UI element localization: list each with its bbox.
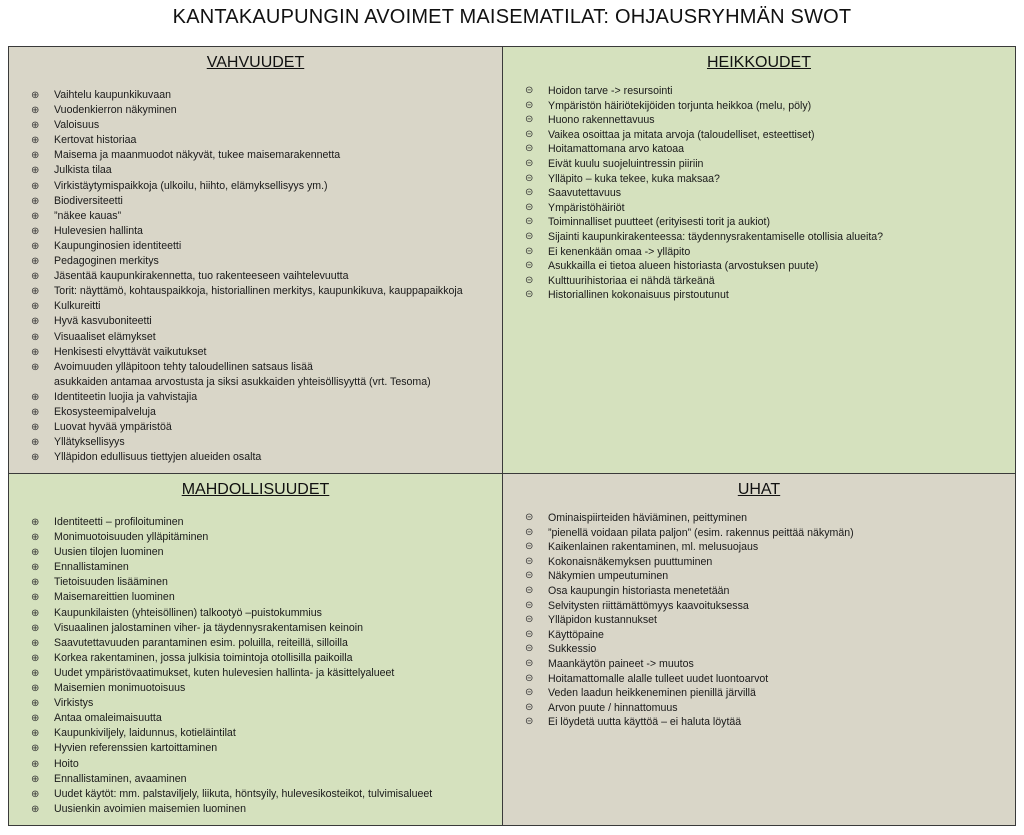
circle-minus-icon: ⊝ <box>525 716 534 728</box>
list-item-text: Osa kaupungin historiasta menetetään <box>548 584 730 597</box>
weaknesses-heading: HEIKKOUDET <box>706 54 811 71</box>
circle-plus-icon: ⊕ <box>31 150 40 162</box>
circle-minus-icon: ⊝ <box>525 657 534 669</box>
list-item-text: Tietoisuuden lisääminen <box>54 576 168 589</box>
circle-plus-icon: ⊕ <box>31 743 40 755</box>
list-item-text: Visuaalinen jalostaminen viher- ja täydennysrakentamisen keinoin <box>54 621 363 634</box>
circle-plus-icon: ⊕ <box>31 728 40 740</box>
circle-plus-icon: ⊕ <box>31 592 40 604</box>
circle-minus-icon: ⊝ <box>525 157 534 169</box>
circle-minus-icon: ⊝ <box>525 201 534 213</box>
list-item-text: Kulttuurihistoriaa ei nähdä tärkeänä <box>548 274 715 287</box>
list-item-text: Ei löydetä uutta käyttöä – ei haluta löytää <box>548 716 742 729</box>
circle-plus-icon: ⊕ <box>31 607 40 619</box>
circle-minus-icon: ⊝ <box>525 599 534 611</box>
list-item <box>525 157 1015 172</box>
list-item <box>31 515 502 530</box>
list-item <box>525 511 1015 526</box>
list-item-text: Arvon puute / hinnattomuus <box>548 701 678 714</box>
list-item <box>31 405 502 420</box>
list-item <box>525 215 1015 230</box>
circle-plus-icon: ⊕ <box>31 652 40 664</box>
list-item <box>31 360 502 390</box>
circle-minus-icon: ⊝ <box>525 216 534 228</box>
list-item <box>31 621 502 636</box>
list-item <box>525 172 1015 187</box>
circle-minus-icon: ⊝ <box>525 687 534 699</box>
circle-minus-icon: ⊝ <box>525 584 534 596</box>
list-item <box>31 330 502 345</box>
opportunities-heading: MAHDOLLISUUDET <box>181 481 330 498</box>
list-item-text: Näkymien umpeutuminen <box>548 570 669 583</box>
circle-plus-icon: ⊕ <box>31 331 40 343</box>
list-item <box>31 726 502 741</box>
circle-plus-icon: ⊕ <box>31 637 40 649</box>
list-item-text: Käyttöpaine <box>548 628 604 641</box>
list-item <box>31 666 502 681</box>
circle-plus-icon: ⊕ <box>31 180 40 192</box>
list-item <box>31 560 502 575</box>
circle-plus-icon: ⊕ <box>31 713 40 725</box>
list-item <box>31 530 502 545</box>
list-item <box>525 613 1015 628</box>
circle-plus-icon: ⊕ <box>31 105 40 117</box>
list-item-text: Ennallistaminen <box>54 561 129 574</box>
list-item-text: ”näkee kauas” <box>54 209 122 222</box>
list-item <box>525 628 1015 643</box>
list-item-text: Vaihtelu kaupunkikuvaan <box>54 89 172 101</box>
list-item <box>31 224 502 239</box>
list-item-text: Ylläpidon kustannukset <box>548 614 657 627</box>
list-item-text: Antaa omaleimaisuutta <box>54 712 162 725</box>
opportunities-list <box>31 515 502 817</box>
circle-minus-icon: ⊝ <box>525 512 534 523</box>
list-item <box>31 284 502 299</box>
list-item <box>31 435 502 450</box>
list-item-text: Hoidon tarve -> resursointi <box>548 85 673 97</box>
list-item <box>31 299 502 314</box>
list-item <box>31 163 502 178</box>
list-item-text: Ennallistaminen, avaaminen <box>54 772 187 785</box>
list-item-text: Uudet ympäristövaatimukset, kuten hulevesien hallinta- ja käsittelyalueet <box>54 666 395 679</box>
list-item <box>31 450 502 465</box>
list-item <box>31 133 502 148</box>
list-item-text: Hoitamattomalle alalle tulleet uudet luontoarvot <box>548 672 769 685</box>
circle-minus-icon: ⊝ <box>525 555 534 567</box>
list-item <box>525 526 1015 541</box>
circle-minus-icon: ⊝ <box>525 187 534 199</box>
list-item-text: Visuaaliset elämykset <box>54 330 156 343</box>
list-item <box>525 259 1015 274</box>
circle-plus-icon: ⊕ <box>31 240 40 252</box>
circle-plus-icon: ⊕ <box>31 758 40 770</box>
circle-plus-icon: ⊕ <box>31 562 40 574</box>
list-item-text: Hyvien referenssien kartoittaminen <box>54 742 218 755</box>
list-item <box>525 715 1015 730</box>
circle-plus-icon: ⊕ <box>31 622 40 634</box>
circle-minus-icon: ⊝ <box>525 643 534 655</box>
circle-plus-icon: ⊕ <box>31 286 40 298</box>
list-item-text: Virkistäytymispaikkoja (ulkoilu, hiihto, elämyksellisyys ym.) <box>54 179 328 192</box>
list-item <box>525 128 1015 143</box>
list-item-text: Vuodenkierron näkyminen <box>54 104 177 117</box>
circle-plus-icon: ⊕ <box>31 120 40 132</box>
weaknesses-list <box>525 84 1015 303</box>
list-item <box>525 657 1015 672</box>
list-item-text: Uudet käytöt: mm. palstaviljely, liikuta, höntsyily, hulevesikosteikot, tulvimisalueet <box>54 787 433 800</box>
circle-minus-icon: ⊝ <box>525 614 534 626</box>
list-item-text: Kertovat historiaa <box>54 134 137 147</box>
circle-minus-icon: ⊝ <box>525 541 534 553</box>
list-item <box>31 545 502 560</box>
circle-minus-icon: ⊝ <box>525 143 534 155</box>
circle-minus-icon: ⊝ <box>525 701 534 713</box>
list-item-text: Maisemien monimuotoisuus <box>54 682 186 695</box>
list-item-text: Maisemareittien luominen <box>54 591 175 604</box>
list-item-text: Pedagoginen merkitys <box>54 255 159 268</box>
list-item-text: Julkista tilaa <box>54 164 112 177</box>
list-item-text: Ominaispiirteiden häviäminen, peittyminen <box>548 512 748 524</box>
list-item <box>31 420 502 435</box>
list-item <box>31 575 502 590</box>
list-item-text: Henkisesti elvyttävät vaikutukset <box>54 345 207 358</box>
circle-minus-icon: ⊝ <box>525 570 534 582</box>
list-item-text: Hoito <box>54 757 79 770</box>
list-item-text: Kaupunginosien identiteetti <box>54 239 182 252</box>
list-item <box>31 103 502 118</box>
list-item <box>31 345 502 360</box>
circle-minus-icon: ⊝ <box>525 85 534 96</box>
circle-plus-icon: ⊕ <box>31 195 40 207</box>
list-item-text: Uusienkin avoimien maisemien luominen <box>54 802 246 815</box>
circle-minus-icon: ⊝ <box>525 172 534 184</box>
circle-minus-icon: ⊝ <box>525 289 534 301</box>
circle-minus-icon: ⊝ <box>525 526 534 538</box>
list-item <box>31 696 502 711</box>
list-item <box>31 254 502 269</box>
list-item <box>525 245 1015 260</box>
threats-list <box>525 511 1015 730</box>
list-item <box>525 186 1015 201</box>
list-item <box>525 113 1015 128</box>
list-item-text: Hoitamattomana arvo katoaa <box>548 143 685 156</box>
list-item-text: Toiminnalliset puutteet (erityisesti torit ja aukiot) <box>548 216 770 229</box>
circle-plus-icon: ⊕ <box>31 683 40 695</box>
list-item-text: Monimuotoisuuden ylläpitäminen <box>54 531 209 544</box>
list-item-text: Selvitysten riittämättömyys kaavoituksessa <box>548 599 749 612</box>
list-item-text: Hulevesien hallinta <box>54 224 143 237</box>
list-item-text: Huono rakennettavuus <box>548 114 655 127</box>
list-item-text: Avoimuuden ylläpitoon tehty taloudellinen satsaus lisää asukkaiden antamaa arvostusta ja siksi asukkaiden yhteisöllisyyttä (vrt. Tesoma) <box>54 360 431 388</box>
list-item-text: Kaikenlainen rakentaminen, ml. melusuojaus <box>548 541 759 554</box>
list-item <box>31 118 502 133</box>
list-item-text: Sukkessio <box>548 643 597 656</box>
list-item <box>31 148 502 163</box>
strengths-list <box>31 88 502 465</box>
list-item <box>31 590 502 605</box>
circle-plus-icon: ⊕ <box>31 225 40 237</box>
list-item-text: Ei kenenkään omaa -> ylläpito <box>548 245 691 258</box>
list-item-text: Ympäristön häiriötekijöiden torjunta heikkoa (melu, pöly) <box>548 99 812 112</box>
list-item-text: Jäsentää kaupunkirakennetta, tuo rakenteeseen vaihtelevuutta <box>54 270 349 283</box>
circle-minus-icon: ⊝ <box>525 260 534 272</box>
circle-plus-icon: ⊕ <box>31 547 40 559</box>
circle-plus-icon: ⊕ <box>31 90 40 101</box>
list-item-text: Uusien tilojen luominen <box>54 546 164 559</box>
list-item-text: Sijainti kaupunkirakenteessa: täydennysrakentamiselle otollisia alueita? <box>548 230 884 243</box>
swot-grid <box>8 46 1016 826</box>
list-item <box>525 569 1015 584</box>
list-item <box>31 757 502 772</box>
list-item-text: Ekosysteemipalveluja <box>54 405 156 418</box>
circle-plus-icon: ⊕ <box>31 773 40 785</box>
strengths-heading: VAHVUUDET <box>206 54 305 71</box>
circle-minus-icon: ⊝ <box>525 99 534 111</box>
list-item <box>31 636 502 651</box>
list-item <box>31 802 502 817</box>
list-item-text: Vaikea osoittaa ja mitata arvoja (taloudelliset, esteettiset) <box>548 128 815 141</box>
list-item <box>525 686 1015 701</box>
circle-plus-icon: ⊕ <box>31 532 40 544</box>
list-item <box>525 274 1015 289</box>
list-item <box>31 209 502 224</box>
list-item-text: Luovat hyvää ympäristöä <box>54 421 172 434</box>
list-item-text: Saavutettavuuden parantaminen esim. poluilla, reiteillä, silloilla <box>54 636 348 649</box>
circle-plus-icon: ⊕ <box>31 301 40 313</box>
circle-plus-icon: ⊕ <box>31 346 40 358</box>
circle-plus-icon: ⊕ <box>31 437 40 449</box>
list-item <box>31 772 502 787</box>
circle-minus-icon: ⊝ <box>525 274 534 286</box>
list-item-text: Ylläpidon edullisuus tiettyjen alueiden osalta <box>54 451 262 464</box>
opportunities-quadrant <box>9 474 503 825</box>
list-item <box>31 239 502 254</box>
circle-plus-icon: ⊕ <box>31 577 40 589</box>
list-item-text: Veden laadun heikkeneminen pienillä järvillä <box>548 687 756 700</box>
circle-minus-icon: ⊝ <box>525 628 534 640</box>
list-item-text: Kulkureitti <box>54 300 101 313</box>
circle-plus-icon: ⊕ <box>31 256 40 268</box>
circle-plus-icon: ⊕ <box>31 165 40 177</box>
list-item-text: Torit: näyttämö, kohtauspaikkoja, historiallinen merkitys, kaupunkikuva, kauppapaikkoja <box>54 285 463 298</box>
list-item <box>31 787 502 802</box>
list-item <box>31 741 502 756</box>
list-item-text: Hyvä kasvuboniteetti <box>54 315 152 328</box>
list-item <box>525 555 1015 570</box>
list-item <box>525 142 1015 157</box>
circle-minus-icon: ⊝ <box>525 114 534 126</box>
circle-minus-icon: ⊝ <box>525 672 534 684</box>
circle-plus-icon: ⊕ <box>31 803 40 815</box>
threats-heading: UHAT <box>737 481 781 498</box>
list-item <box>31 390 502 405</box>
circle-plus-icon: ⊕ <box>31 667 40 679</box>
list-item <box>525 84 1015 99</box>
list-item-text: Identiteetti – profiloituminen <box>54 516 184 528</box>
list-item-text: Eivät kuulu suojeluintressin piiriin <box>548 157 704 170</box>
list-item <box>525 201 1015 216</box>
list-item <box>525 540 1015 555</box>
list-item-text: Kaupunkiviljely, laidunnus, kotieläintilat <box>54 727 236 740</box>
circle-minus-icon: ⊝ <box>525 245 534 257</box>
list-item-text: Maisema ja maanmuodot näkyvät, tukee maisemarakennetta <box>54 149 341 162</box>
list-item-text: Identiteetin luojia ja vahvistajia <box>54 390 198 403</box>
list-item <box>525 288 1015 303</box>
circle-plus-icon: ⊕ <box>31 361 40 373</box>
circle-minus-icon: ⊝ <box>525 128 534 140</box>
circle-plus-icon: ⊕ <box>31 406 40 418</box>
list-item <box>31 681 502 696</box>
list-item <box>31 314 502 329</box>
circle-minus-icon: ⊝ <box>525 230 534 242</box>
list-item-text: ”pienellä voidaan pilata paljon” (esim. rakennus peittää näkymän) <box>548 526 854 539</box>
strengths-quadrant <box>9 47 503 474</box>
circle-plus-icon: ⊕ <box>31 210 40 222</box>
list-item-text: Kaupunkilaisten (yhteisöllinen) talkootyö –puistokummius <box>54 606 322 619</box>
circle-plus-icon: ⊕ <box>31 271 40 283</box>
list-item-text: Valoisuus <box>54 119 100 132</box>
threats-quadrant <box>503 474 1015 825</box>
list-item-text: Historiallinen kokonaisuus pirstoutunut <box>548 289 729 302</box>
list-item-text: Maankäytön paineet -> muutos <box>548 657 694 670</box>
list-item <box>525 599 1015 614</box>
list-item <box>525 584 1015 599</box>
list-item-text: Kokonaisnäkemyksen puuttuminen <box>548 555 713 568</box>
list-item <box>31 606 502 621</box>
list-item-text: Korkea rakentaminen, jossa julkisia toimintoja otollisilla paikoilla <box>54 651 353 664</box>
circle-plus-icon: ⊕ <box>31 517 40 528</box>
list-item <box>31 711 502 726</box>
list-item-text: Yllätyksellisyys <box>54 436 125 449</box>
circle-plus-icon: ⊕ <box>31 698 40 710</box>
page-title: KANTAKAUPUNGIN AVOIMET MAISEMATILAT: OHJAUSRYHMÄN SWOT <box>172 6 852 28</box>
list-item <box>31 88 502 103</box>
list-item <box>31 179 502 194</box>
circle-plus-icon: ⊕ <box>31 391 40 403</box>
list-item <box>525 701 1015 716</box>
weaknesses-quadrant <box>503 47 1015 474</box>
list-item <box>525 99 1015 114</box>
list-item-text: Ylläpito – kuka tekee, kuka maksaa? <box>548 172 720 185</box>
list-item-text: Virkistys <box>54 697 94 710</box>
list-item-text: Saavutettavuus <box>548 187 622 200</box>
list-item <box>525 230 1015 245</box>
list-item <box>31 269 502 284</box>
circle-plus-icon: ⊕ <box>31 788 40 800</box>
list-item <box>525 642 1015 657</box>
circle-plus-icon: ⊕ <box>31 422 40 434</box>
circle-plus-icon: ⊕ <box>31 135 40 147</box>
list-item-text: Biodiversiteetti <box>54 194 123 207</box>
list-item <box>31 194 502 209</box>
list-item-text: Asukkailla ei tietoa alueen historiasta (arvostuksen puute) <box>548 260 819 273</box>
circle-plus-icon: ⊕ <box>31 316 40 328</box>
list-item-text: Ympäristöhäiriöt <box>548 201 625 214</box>
list-item <box>31 651 502 666</box>
list-item <box>525 672 1015 687</box>
circle-plus-icon: ⊕ <box>31 452 40 464</box>
